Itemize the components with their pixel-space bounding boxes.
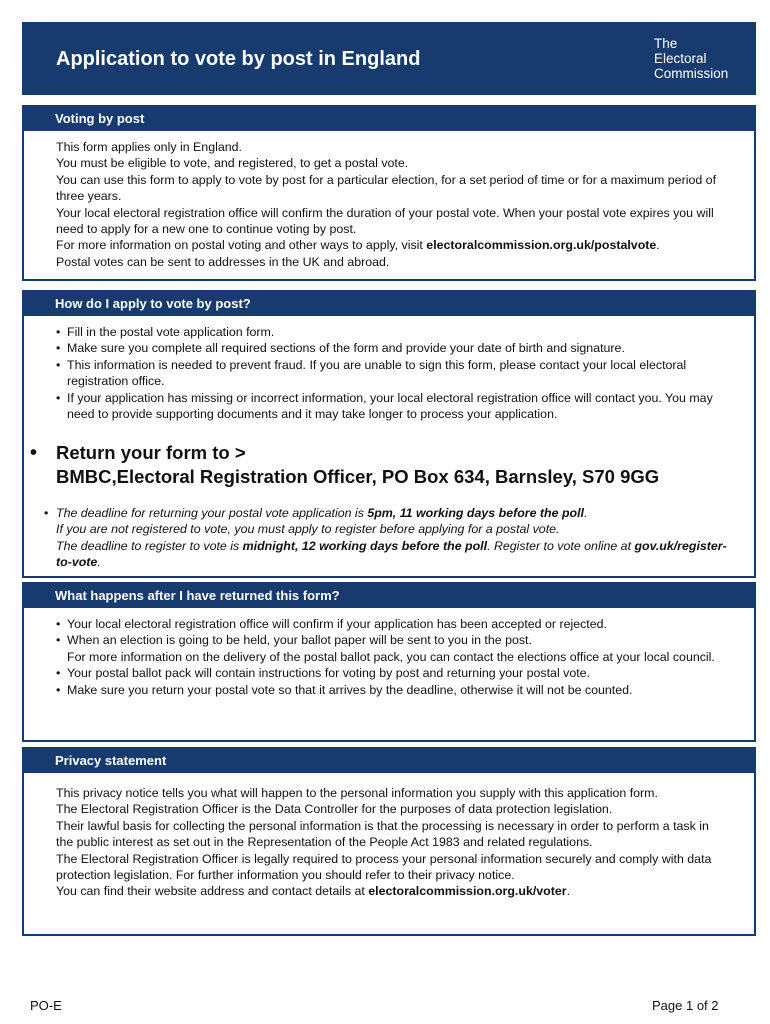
- deadline-note: • The deadline for returning your postal vote application is 5pm, 11 working days before the poll. If you are not registered to vote, you must apply to register before applying for a postal vote. The deadline to register to vote is midnight, 12 working days before the poll. Register to vote online at gov.uk/register-to-vote.: [44, 506, 727, 570]
- list-item: • If your application has missing or incorrect information, your local electoral registration office will contact you. You may need to provide supporting documents and it may take longer to process your application.: [56, 390, 724, 423]
- after-return-section: [22, 582, 756, 742]
- page-number: Page 1 of 2: [652, 998, 719, 1013]
- list-item: • When an election is going to be held, your ballot paper will be sent to you in the post. For more information on the delivery of the postal ballot pack, you can contact the elections office at your local council.: [56, 632, 724, 665]
- paragraph: The Electoral Registration Officer is the Data Controller for the purposes of data protection legislation.: [56, 802, 613, 817]
- list-item: • Fill in the postal vote application form.: [56, 324, 724, 340]
- voter-link[interactable]: electoralcommission.org.uk/voter: [368, 884, 567, 899]
- bullet-icon: •: [44, 506, 49, 520]
- paragraph: This form applies only in England.: [56, 140, 242, 154]
- electoral-commission-logo: The Electoral Commission: [654, 36, 729, 81]
- paragraph: This privacy notice tells you what will happen to the personal information you supply with this application form.: [56, 786, 658, 800]
- section-heading: How do I apply to vote by post?: [24, 292, 754, 316]
- section-heading: What happens after I have returned this form?: [24, 584, 754, 608]
- paragraph: For more information on postal voting and other ways to apply, visit electoralcommission.org.uk/postalvote.: [56, 238, 660, 253]
- paragraph: You can find their website address and contact details at electoralcommission.org.uk/voter.: [56, 884, 571, 899]
- paragraph: Postal votes can be sent to addresses in the UK and abroad.: [56, 254, 390, 269]
- paragraph: Your local electoral registration office will confirm the duration of your postal vote. When your postal vote expires you will need to apply for a new one to continue voting by post.: [56, 205, 714, 237]
- list-item: • This information is needed to prevent fraud. If you are unable to sign this form, please contact your local electoral registration office.: [56, 357, 724, 390]
- list-item: • Your postal ballot pack will contain instructions for voting by post and returning your postal vote.: [56, 665, 724, 681]
- form-code: PO-E: [30, 998, 62, 1013]
- paragraph: The Electoral Registration Officer is legally required to process your personal information securely and comply with data protection legislation. For further information you should refer to their privacy notice.: [56, 851, 712, 883]
- page-header: [22, 22, 756, 95]
- postalvote-link[interactable]: electoralcommission.org.uk/postalvote: [426, 238, 657, 253]
- bullet-icon: •: [30, 442, 38, 464]
- list-item: • Your local electoral registration office will confirm if your application has been accepted or rejected.: [56, 616, 724, 632]
- paragraph: You must be eligible to vote, and registered, to get a postal vote.: [56, 156, 409, 171]
- section-heading: Privacy statement: [24, 749, 754, 773]
- paragraph: Their lawful basis for collecting the personal information is that the processing is necessary in order to perform a task in the public interest as set out in the Representation of the People Act 1983 and related regulations.: [56, 818, 709, 850]
- list-item: • Make sure you complete all required sections of the form and provide your date of birth and signature.: [56, 340, 724, 356]
- paragraph: You can use this form to apply to vote by post for a particular election, for a set period of time or for a maximum period of three years.: [56, 172, 717, 204]
- privacy-section: [22, 747, 756, 936]
- page-title: Application to vote by post in England: [56, 48, 421, 70]
- section-heading: Voting by post: [24, 107, 754, 131]
- register-link[interactable]: gov.uk/register-to-vote: [56, 538, 727, 570]
- list-item: • Make sure you return your postal vote so that it arrives by the deadline, otherwise it will not be counted.: [56, 682, 724, 698]
- voting-by-post-section: [22, 105, 756, 281]
- return-heading: Return your form to >: [56, 442, 246, 463]
- return-address-line: BMBC,Electoral Registration Officer, PO Box 634, Barnsley, S70 9GG: [56, 466, 660, 487]
